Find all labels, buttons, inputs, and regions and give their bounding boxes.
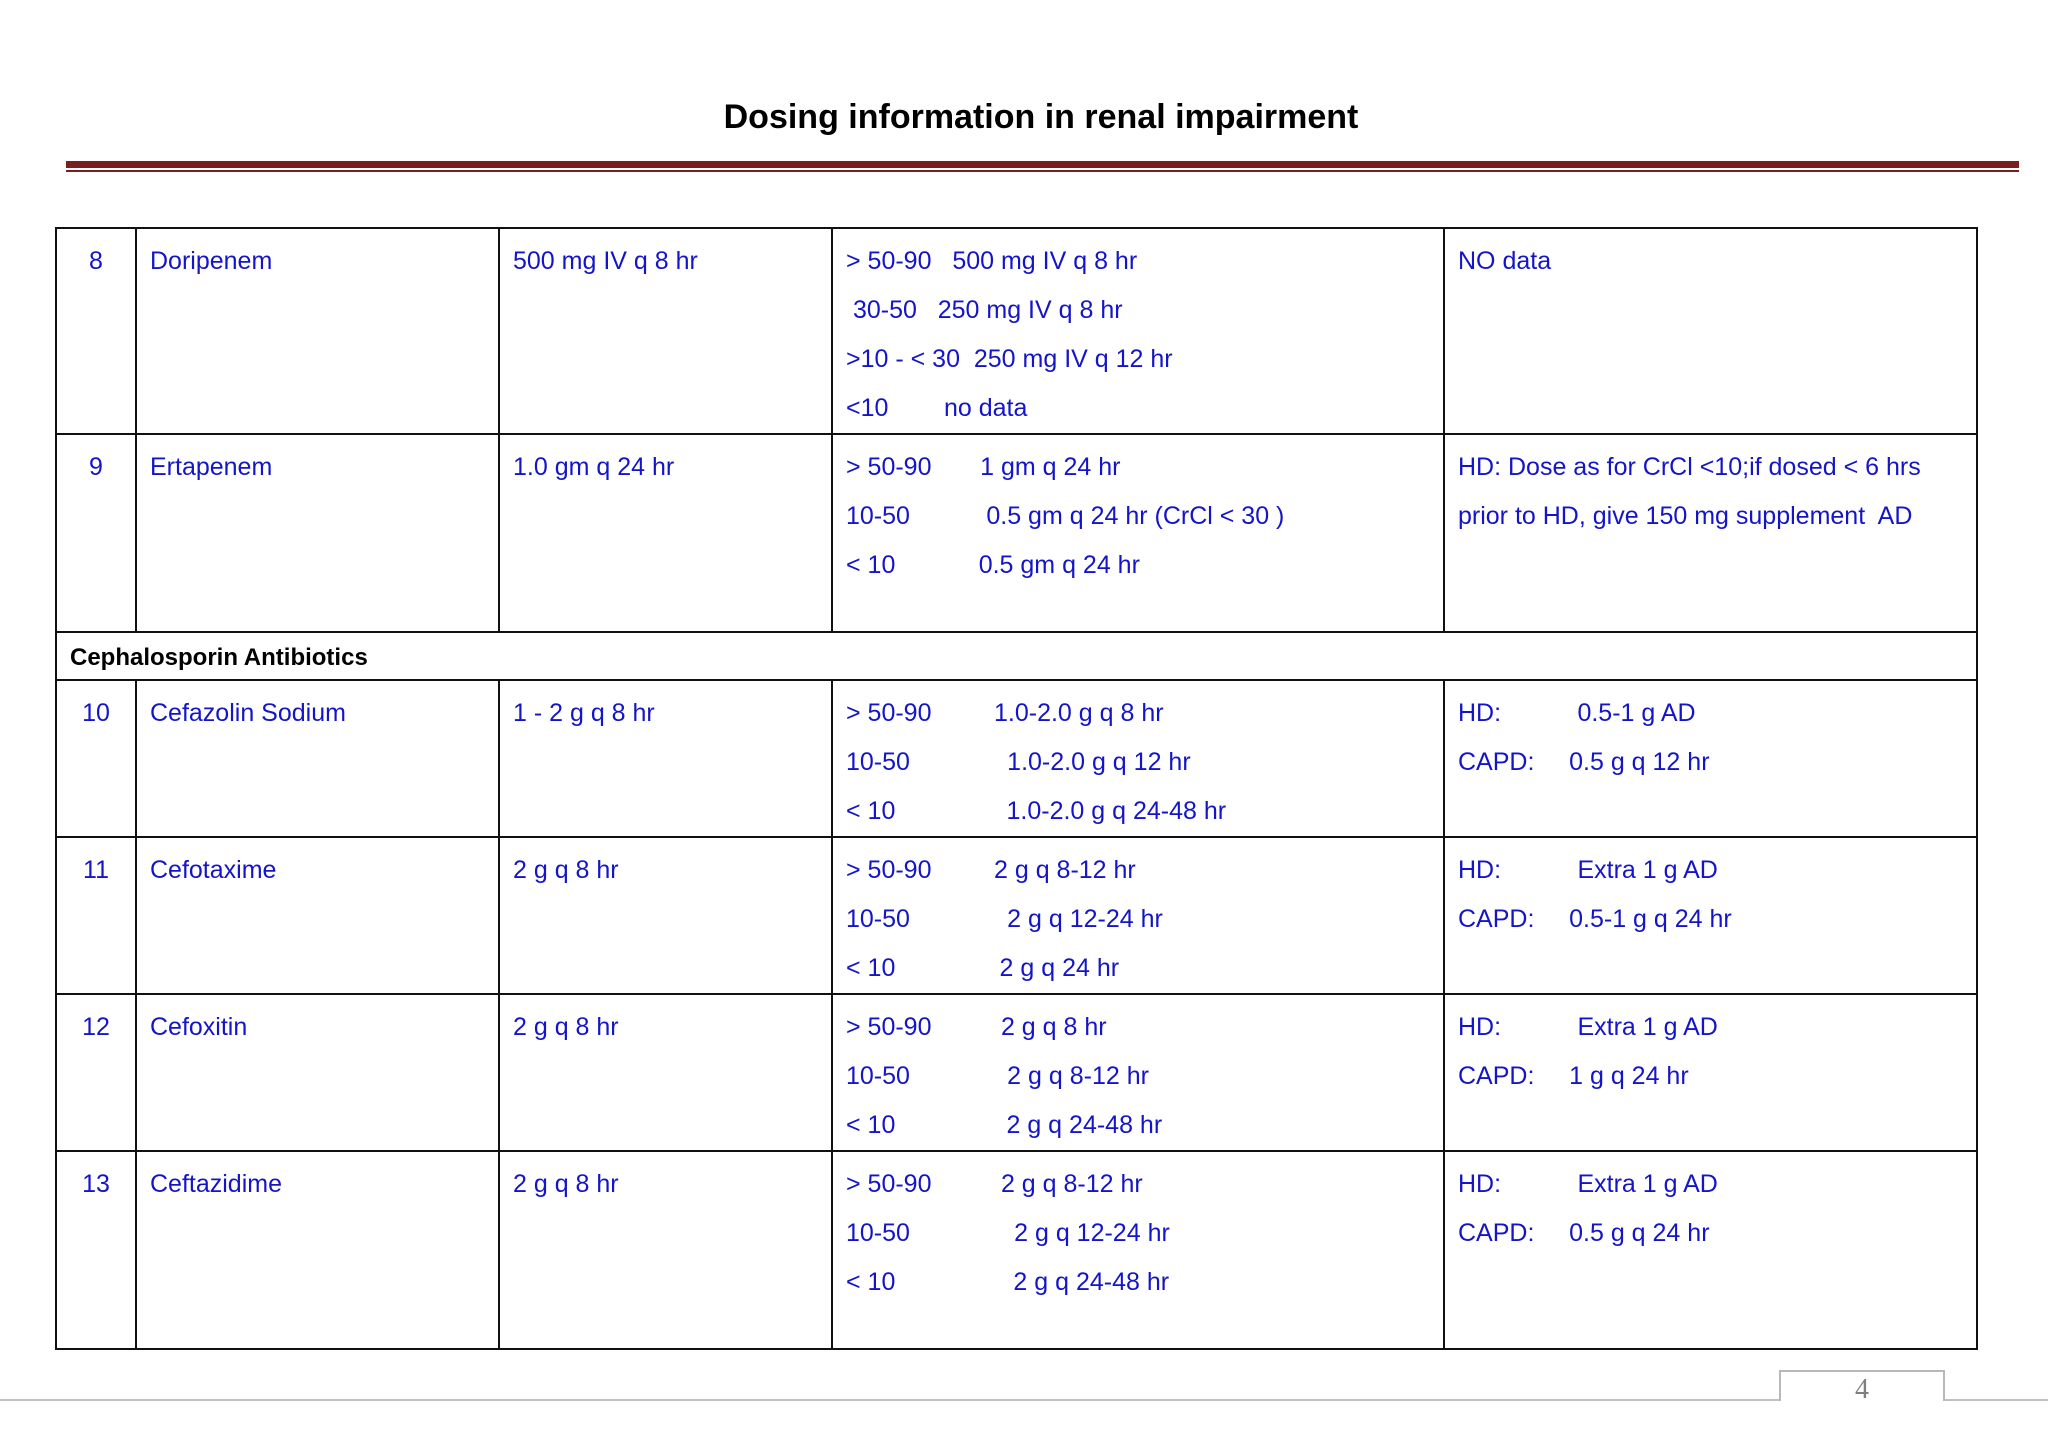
table-row	[56, 228, 1977, 434]
normal-dose: 500 mg IV q 8 hr	[499, 228, 832, 434]
row-number: 10	[56, 680, 136, 837]
dialysis-info	[1444, 680, 1977, 837]
dialysis-info	[1444, 1151, 1977, 1349]
adjust-line: 10-50 1.0-2.0 g q 12 hr	[846, 748, 1191, 776]
dialysis-line: HD: 0.5-1 g AD	[1458, 699, 1696, 727]
normal-dose: 1.0 gm q 24 hr	[499, 434, 832, 632]
table-row	[56, 434, 1977, 632]
normal-dose: 2 g q 8 hr	[499, 994, 832, 1151]
adjust-line: > 50-90 500 mg IV q 8 hr	[846, 247, 1138, 275]
dialysis-line: HD: Extra 1 g AD	[1458, 856, 1718, 884]
renal-adjustment	[832, 434, 1444, 632]
adjust-line: <10 no data	[846, 394, 1028, 422]
renal-adjustment	[832, 994, 1444, 1151]
dialysis-line: HD: Extra 1 g AD	[1458, 1013, 1718, 1041]
row-number: 12	[56, 994, 136, 1151]
normal-dose: 2 g q 8 hr	[499, 837, 832, 994]
dialysis-info	[1444, 434, 1977, 632]
adjust-line: < 10 2 g q 24-48 hr	[846, 1111, 1163, 1139]
page-title: Dosing information in renal impairment	[723, 98, 1359, 136]
dialysis-line: CAPD: 0.5-1 g q 24 hr	[1458, 905, 1732, 933]
adjust-line: > 50-90 1 gm q 24 hr	[846, 453, 1121, 481]
row-number: 13	[56, 1151, 136, 1349]
table-row	[56, 1151, 1977, 1349]
dialysis-info	[1444, 994, 1977, 1151]
dialysis-line: HD: Extra 1 g AD	[1458, 1170, 1718, 1198]
drug-name: Cefotaxime	[136, 837, 499, 994]
drug-name: Doripenem	[136, 228, 499, 434]
footer-rule-right	[1943, 1399, 2048, 1401]
drug-name: Cefazolin Sodium	[136, 680, 499, 837]
row-number: 8	[56, 228, 136, 434]
table-row	[56, 680, 1977, 837]
section-heading: Cephalosporin Antibiotics	[56, 632, 1977, 680]
dialysis-line: NO data	[1458, 247, 1552, 275]
adjust-line: > 50-90 2 g q 8-12 hr	[846, 1170, 1143, 1198]
dosing-table	[55, 227, 1978, 1350]
adjust-line: < 10 2 g q 24-48 hr	[846, 1268, 1170, 1296]
adjust-line: 10-50 2 g q 12-24 hr	[846, 905, 1163, 933]
drug-name: Ertapenem	[136, 434, 499, 632]
dialysis-line: CAPD: 1 g q 24 hr	[1458, 1062, 1689, 1090]
dialysis-info	[1444, 228, 1977, 434]
row-number: 11	[56, 837, 136, 994]
table-row	[56, 994, 1977, 1151]
adjust-line: 10-50 2 g q 12-24 hr	[846, 1219, 1170, 1247]
dialysis-line: CAPD: 0.5 g q 24 hr	[1458, 1219, 1710, 1247]
table-row	[56, 837, 1977, 994]
dialysis-info	[1444, 837, 1977, 994]
header-rule-thick	[66, 161, 2019, 168]
drug-name: Ceftazidime	[136, 1151, 499, 1349]
renal-adjustment	[832, 1151, 1444, 1349]
adjust-line: < 10 0.5 gm q 24 hr	[846, 551, 1140, 579]
renal-adjustment	[832, 837, 1444, 994]
adjust-line: 10-50 2 g q 8-12 hr	[846, 1062, 1149, 1090]
drug-name: Cefoxitin	[136, 994, 499, 1151]
header-rule-thin	[66, 170, 2019, 172]
page-number: 4	[1855, 1374, 1869, 1405]
adjust-line: < 10 2 g q 24 hr	[846, 954, 1120, 982]
adjust-line: 10-50 0.5 gm q 24 hr (CrCl < 30 )	[846, 502, 1285, 530]
adjust-line: < 10 1.0-2.0 g q 24-48 hr	[846, 797, 1227, 825]
normal-dose: 2 g q 8 hr	[499, 1151, 832, 1349]
renal-adjustment	[832, 680, 1444, 837]
adjust-line: > 50-90 2 g q 8 hr	[846, 1013, 1107, 1041]
dialysis-line: HD: Dose as for CrCl <10;if dosed < 6 hrs	[1458, 453, 1921, 481]
section-row	[56, 632, 1977, 680]
dialysis-line: CAPD: 0.5 g q 12 hr	[1458, 748, 1710, 776]
renal-adjustment	[832, 228, 1444, 434]
footer-rule	[0, 1399, 1780, 1401]
adjust-line: > 50-90 1.0-2.0 g q 8 hr	[846, 699, 1164, 727]
normal-dose: 1 - 2 g q 8 hr	[499, 680, 832, 837]
dialysis-line: prior to HD, give 150 mg supplement AD	[1458, 502, 1913, 530]
adjust-line: > 50-90 2 g q 8-12 hr	[846, 856, 1136, 884]
adjust-line: 30-50 250 mg IV q 8 hr	[846, 296, 1123, 324]
row-number: 9	[56, 434, 136, 632]
adjust-line: >10 - < 30 250 mg IV q 12 hr	[846, 345, 1173, 373]
